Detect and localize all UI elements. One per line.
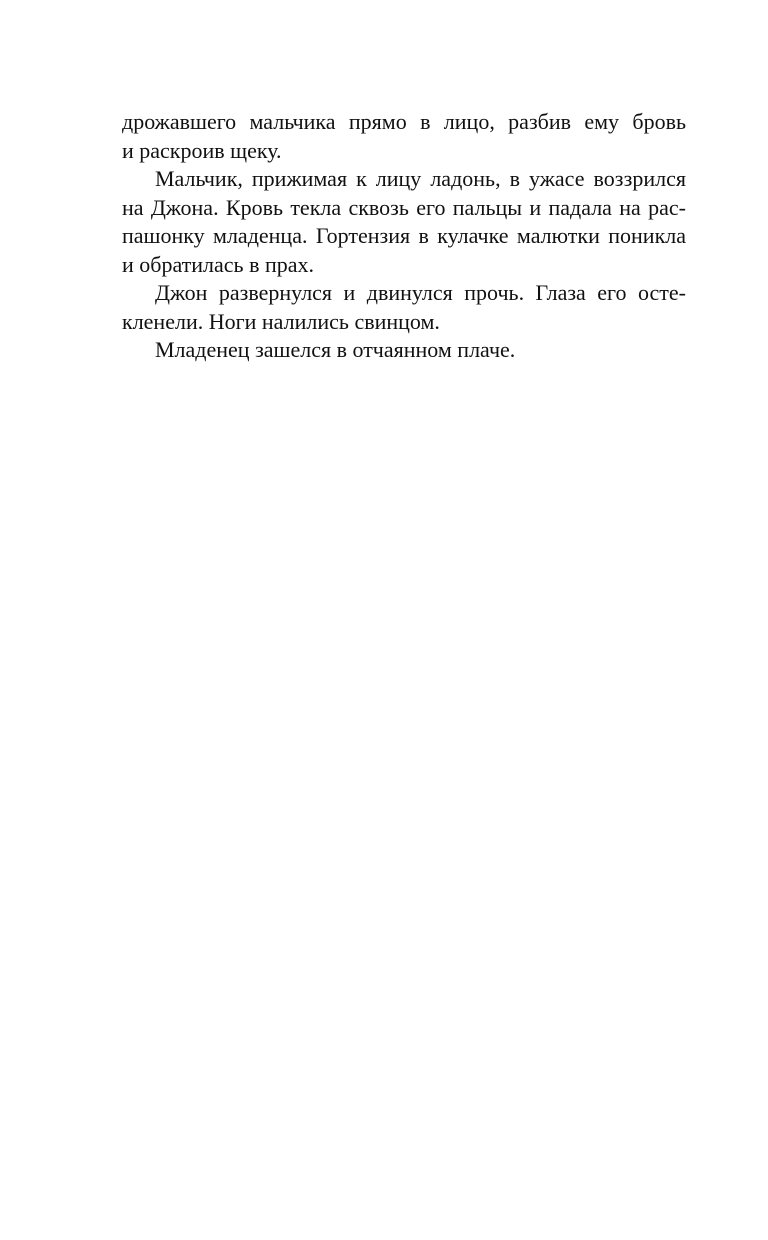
paragraph [122,336,686,365]
text-line: пашонку младенца. Гортензия в кулачке малютки поникла [122,223,686,248]
text-line: кленели. Ноги налились свинцом. [122,308,440,334]
paragraph [122,108,686,165]
text-line: Младенец зашелся в отчаянном плаче. [155,337,516,362]
text-line: Джон развернулся и двинулся прочь. Глаза его осте- [155,280,686,305]
text-line: и обратилась в прах. [122,251,315,277]
text-line: дрожавшего мальчика прямо в лицо, разбив ему бровь [122,109,686,134]
text-line: Мальчик, прижимая к лицу ладонь, в ужасе воззрился [155,166,686,191]
body-text [122,108,686,365]
paragraph [122,165,686,279]
paragraph [122,279,686,336]
text-line: и раскроив щеку. [122,137,282,163]
text-line: на Джона. Кровь текла сквозь его пальцы и падала на рас- [122,194,686,220]
